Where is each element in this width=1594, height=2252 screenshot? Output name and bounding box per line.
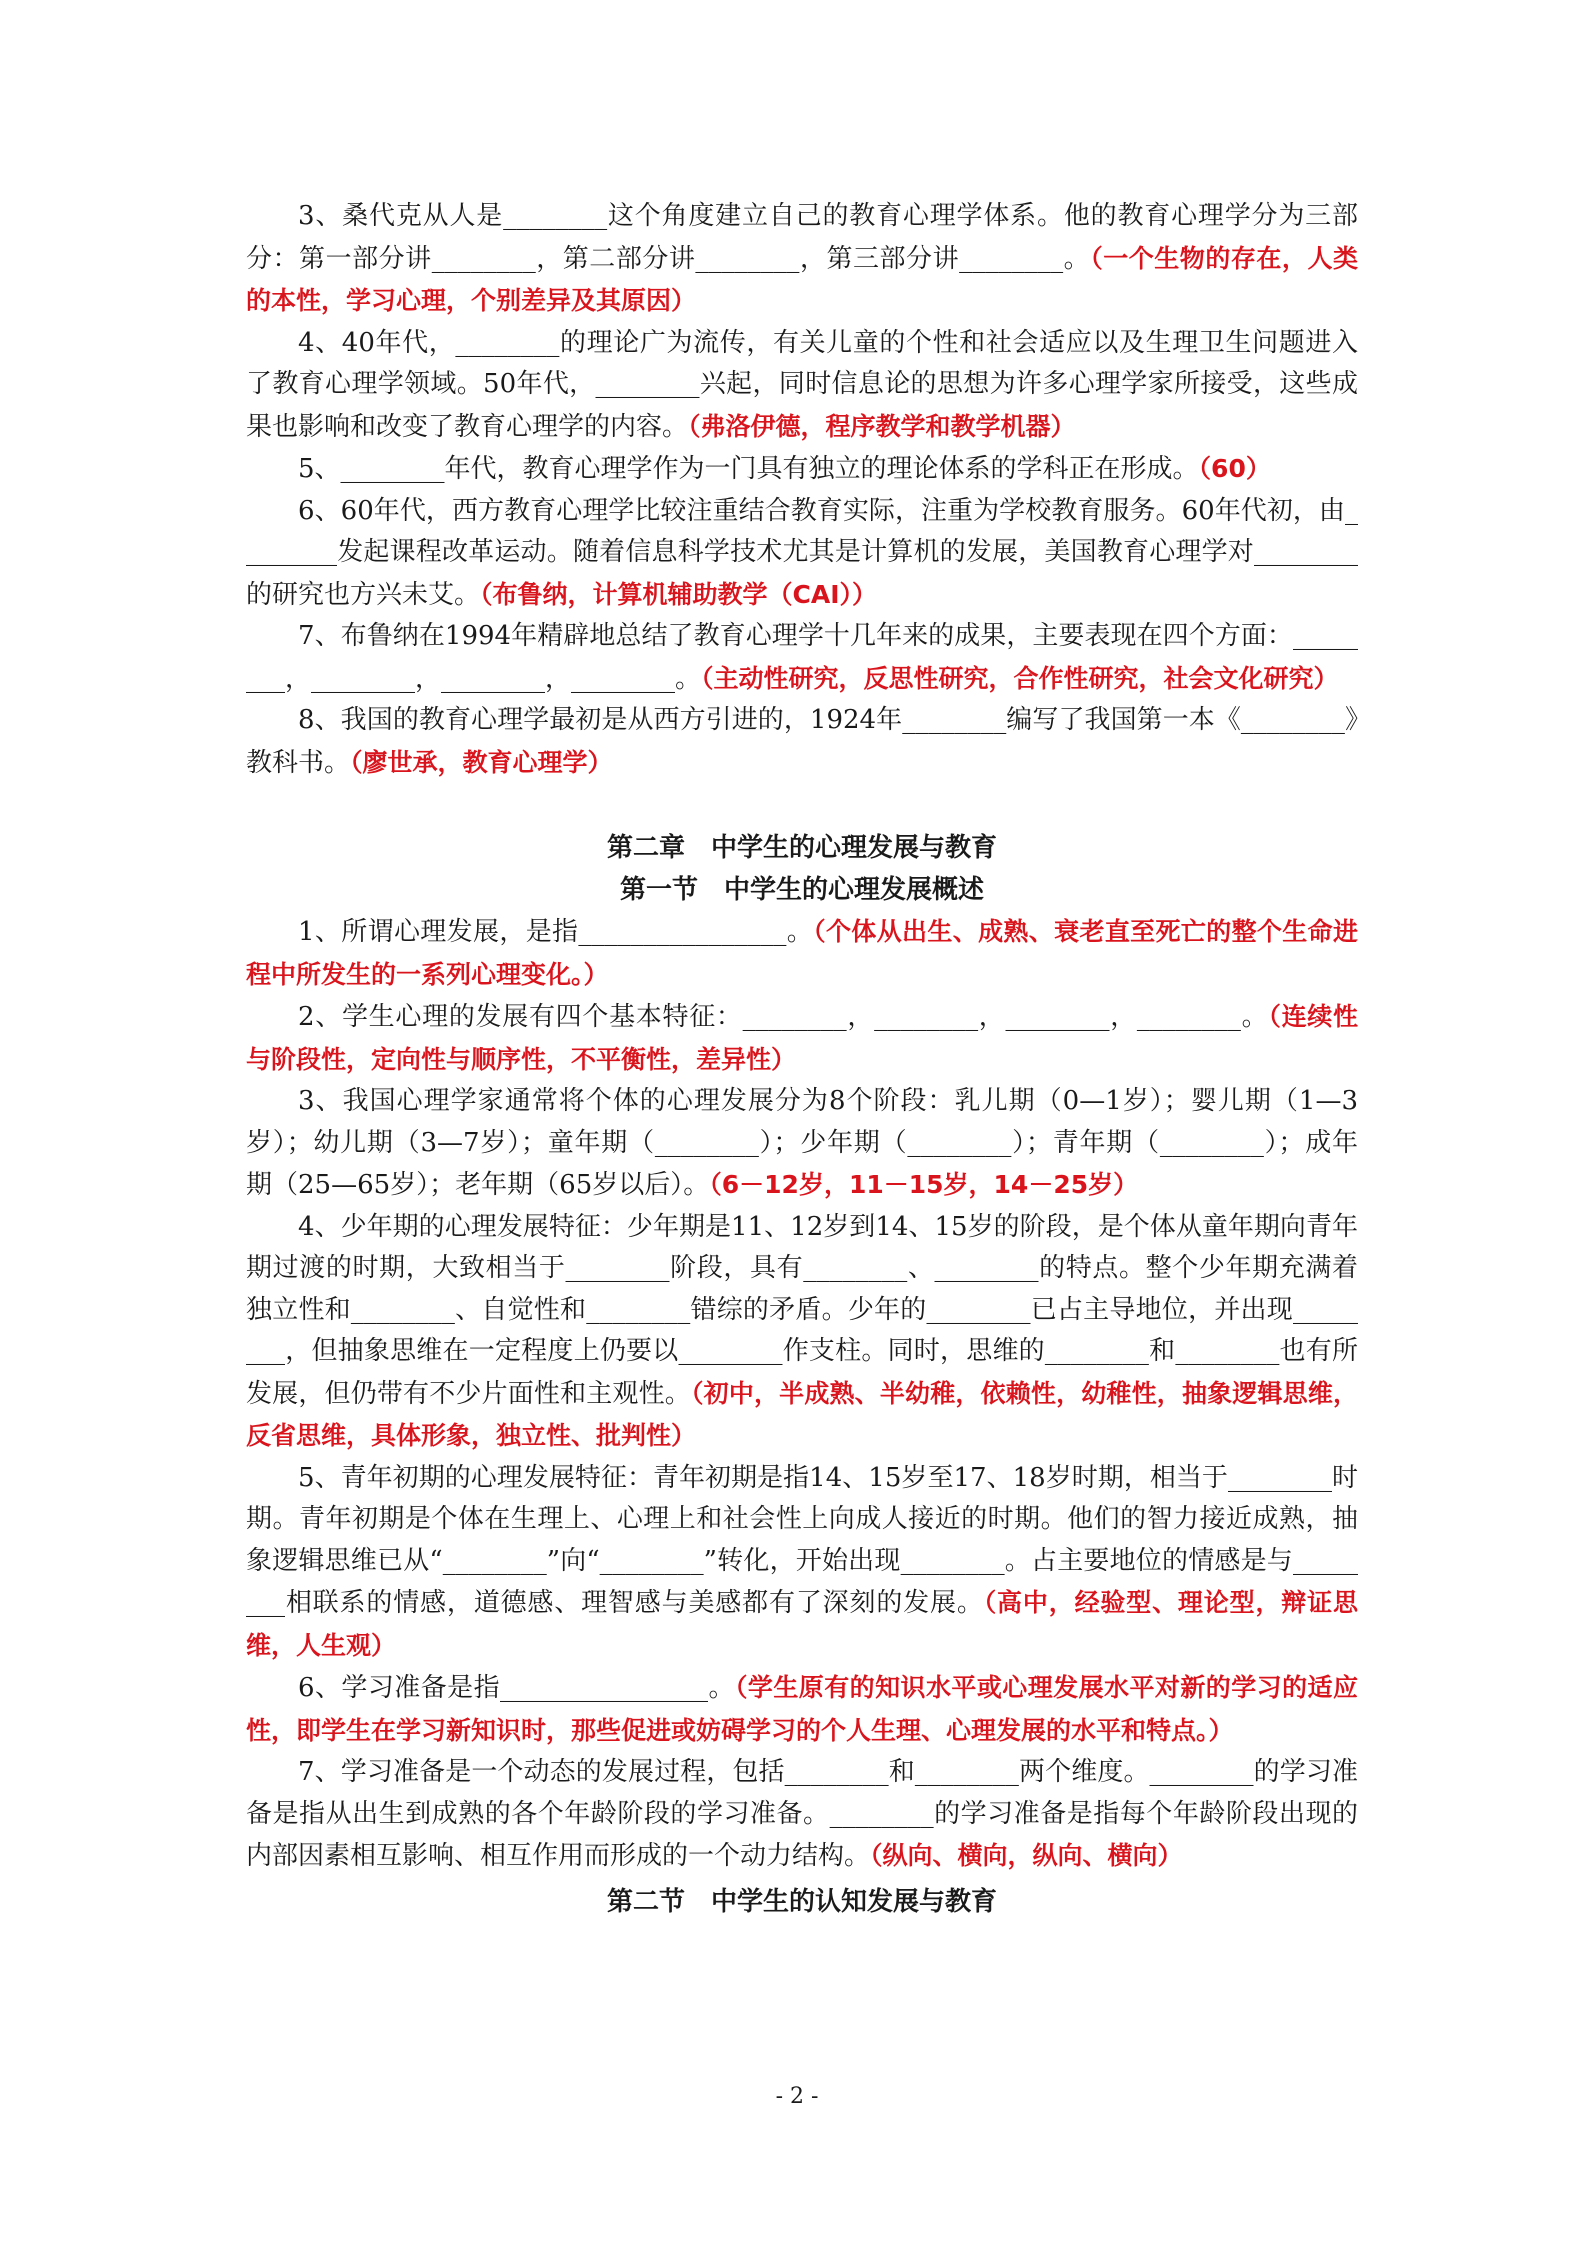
section1-question-5 (246, 1458, 1358, 1668)
section1-question-4 (246, 1207, 1358, 1458)
question-7 (246, 616, 1358, 700)
question-text: 3、我国心理学家通常将个体的心理发展分为8个阶段：乳儿期（0—1岁）；婴儿期（1—3岁）；幼儿期（3—7岁）；童年期（________）；少年期（________）；青年期（________）；成年期（25—65岁）；老年期（65岁以后）。 (246, 1086, 1358, 1200)
question-text: 5、青年初期的心理发展特征：青年初期是指14、15岁至17、18岁时期，相当于________时期。青年初期是个体在生理上、心理上和社会性上向成人接近的时期。他们的智力接近成熟，抽象逻辑思维已从“________”向“________”转化，开始出现________。占主要地位的情感是与________相联系的情感，道德感、理智感与美感都有了深刻的发展。 (246, 1462, 1358, 1618)
answer-text: （纵向、横向，纵向、横向） (870, 1841, 1183, 1870)
section-title: 第一节 中学生的心理发展概述 (619, 874, 984, 905)
page-number: - 2 - (775, 2084, 819, 2109)
question-text: 6、60年代，西方教育心理学比较注重结合教育实际，注重为学校教育服务。60年代初，由________发起课程改革运动。随着信息科学技术尤其是计算机的发展，美国教育心理学对________的研究也方兴未艾。 (246, 495, 1358, 610)
answer-text: （一个生物的存在，人类的本性，学习心理，个别差异及其原因） (246, 243, 1358, 315)
question-text: 1、所谓心理发展，是指________________。 (298, 917, 814, 947)
question-3 (246, 196, 1358, 323)
question-8 (246, 700, 1358, 784)
document-page (246, 196, 1358, 1923)
question-text: 7、布鲁纳在1994年精辟地总结了教育心理学十几年来的成果，主要表现在四个方面：________，________，________，________。 (246, 621, 1358, 694)
question-5 (246, 448, 1358, 491)
question-text: 7、学习准备是一个动态的发展过程，包括________和________两个维度。________的学习准备是指从出生到成熟的各个年龄阶段的学习准备。________的学习准备是指每个年龄阶段出现的内部因素相互影响、相互作用而形成的一个动力结构。 (246, 1757, 1358, 1871)
answer-text: （初中，半成熟、半幼稚，依赖性，幼稚性，抽象逻辑思维，反省思维，具体形象，独立性、批判性） (246, 1378, 1358, 1450)
answer-text: （学生原有的知识水平或心理发展水平对新的学习的适应性，即学生在学习新知识时，那些促进或妨碍学习的个人生理、心理发展的水平和特点。） (246, 1673, 1358, 1745)
question-text: 4、40年代，________的理论广为流传，有关儿童的个性和社会适应以及生理卫生问题进入了教育心理学领域。50年代，________兴起，同时信息论的思想为许多心理学家所接受，这些成果也影响和改变了教育心理学的内容。 (246, 327, 1358, 442)
answer-text: （60） (1198, 454, 1271, 483)
section1-question-3 (246, 1081, 1358, 1207)
answer-text: （6－12岁，11－15岁，14－25岁） (709, 1170, 1139, 1199)
question-text: 5、________年代，教育心理学作为一门具有独立的理论体系的学科正在形成。 (298, 454, 1199, 484)
question-4 (246, 323, 1358, 449)
section1-question-1 (246, 911, 1358, 996)
answer-text: （连续性与阶段性，定向性与顺序性，不平衡性，差异性） (246, 1002, 1358, 1074)
question-text: 8、我国的教育心理学最初是从西方引进的，1924年________编写了我国第一本《________》教科书。 (246, 705, 1358, 778)
answer-text: （廖世承，教育心理学） (350, 747, 613, 777)
question-text: 6、学习准备是指________________。 (298, 1673, 735, 1703)
section1-question-7 (246, 1752, 1358, 1878)
answer-text: （弗洛伊德，程序教学和教学机器） (688, 411, 1076, 441)
section1-question-2 (246, 996, 1358, 1081)
answer-text: （布鲁纳，计算机辅助教学（CAI）） (480, 579, 878, 609)
question-text: 4、少年期的心理发展特征：少年期是11、12岁到14、15岁的阶段，是个体从童年期向青年期过渡的时期，大致相当于________阶段，具有________、________的特点。整个少年期充满着独立性和________、自觉性和________错综的矛盾。少年的________已占主导地位，并出现________，但抽象思维在一定程度上仍要以________作支柱。同时，思维的________和________也有所发展，但仍带有不少片面性和主观性。 (246, 1211, 1358, 1409)
section-title: 第二节 中学生的认知发展与教育 (606, 1886, 997, 1917)
answer-text: （个体从出生、成熟、衰老直至死亡的整个生命进程中所发生的一系列心理变化。） (246, 917, 1358, 989)
chapter-title: 第二章 中学生的心理发展与教育 (606, 833, 997, 863)
question-text: 3、桑代克从人是________这个角度建立自己的教育心理学体系。他的教育心理学分为三部分：第一部分讲________，第二部分讲________，第三部分讲________。 (246, 201, 1358, 274)
section1-question-6 (246, 1667, 1358, 1752)
question-6 (246, 491, 1358, 617)
answer-text: （高中，经验型、理论型，辩证思维，人生观） (246, 1588, 1358, 1660)
answer-text: （主动性研究，反思性研究，合作性研究，社会文化研究） (701, 663, 1339, 693)
question-text: 2、学生心理的发展有四个基本特征：________，________，________，________。 (298, 1002, 1269, 1032)
